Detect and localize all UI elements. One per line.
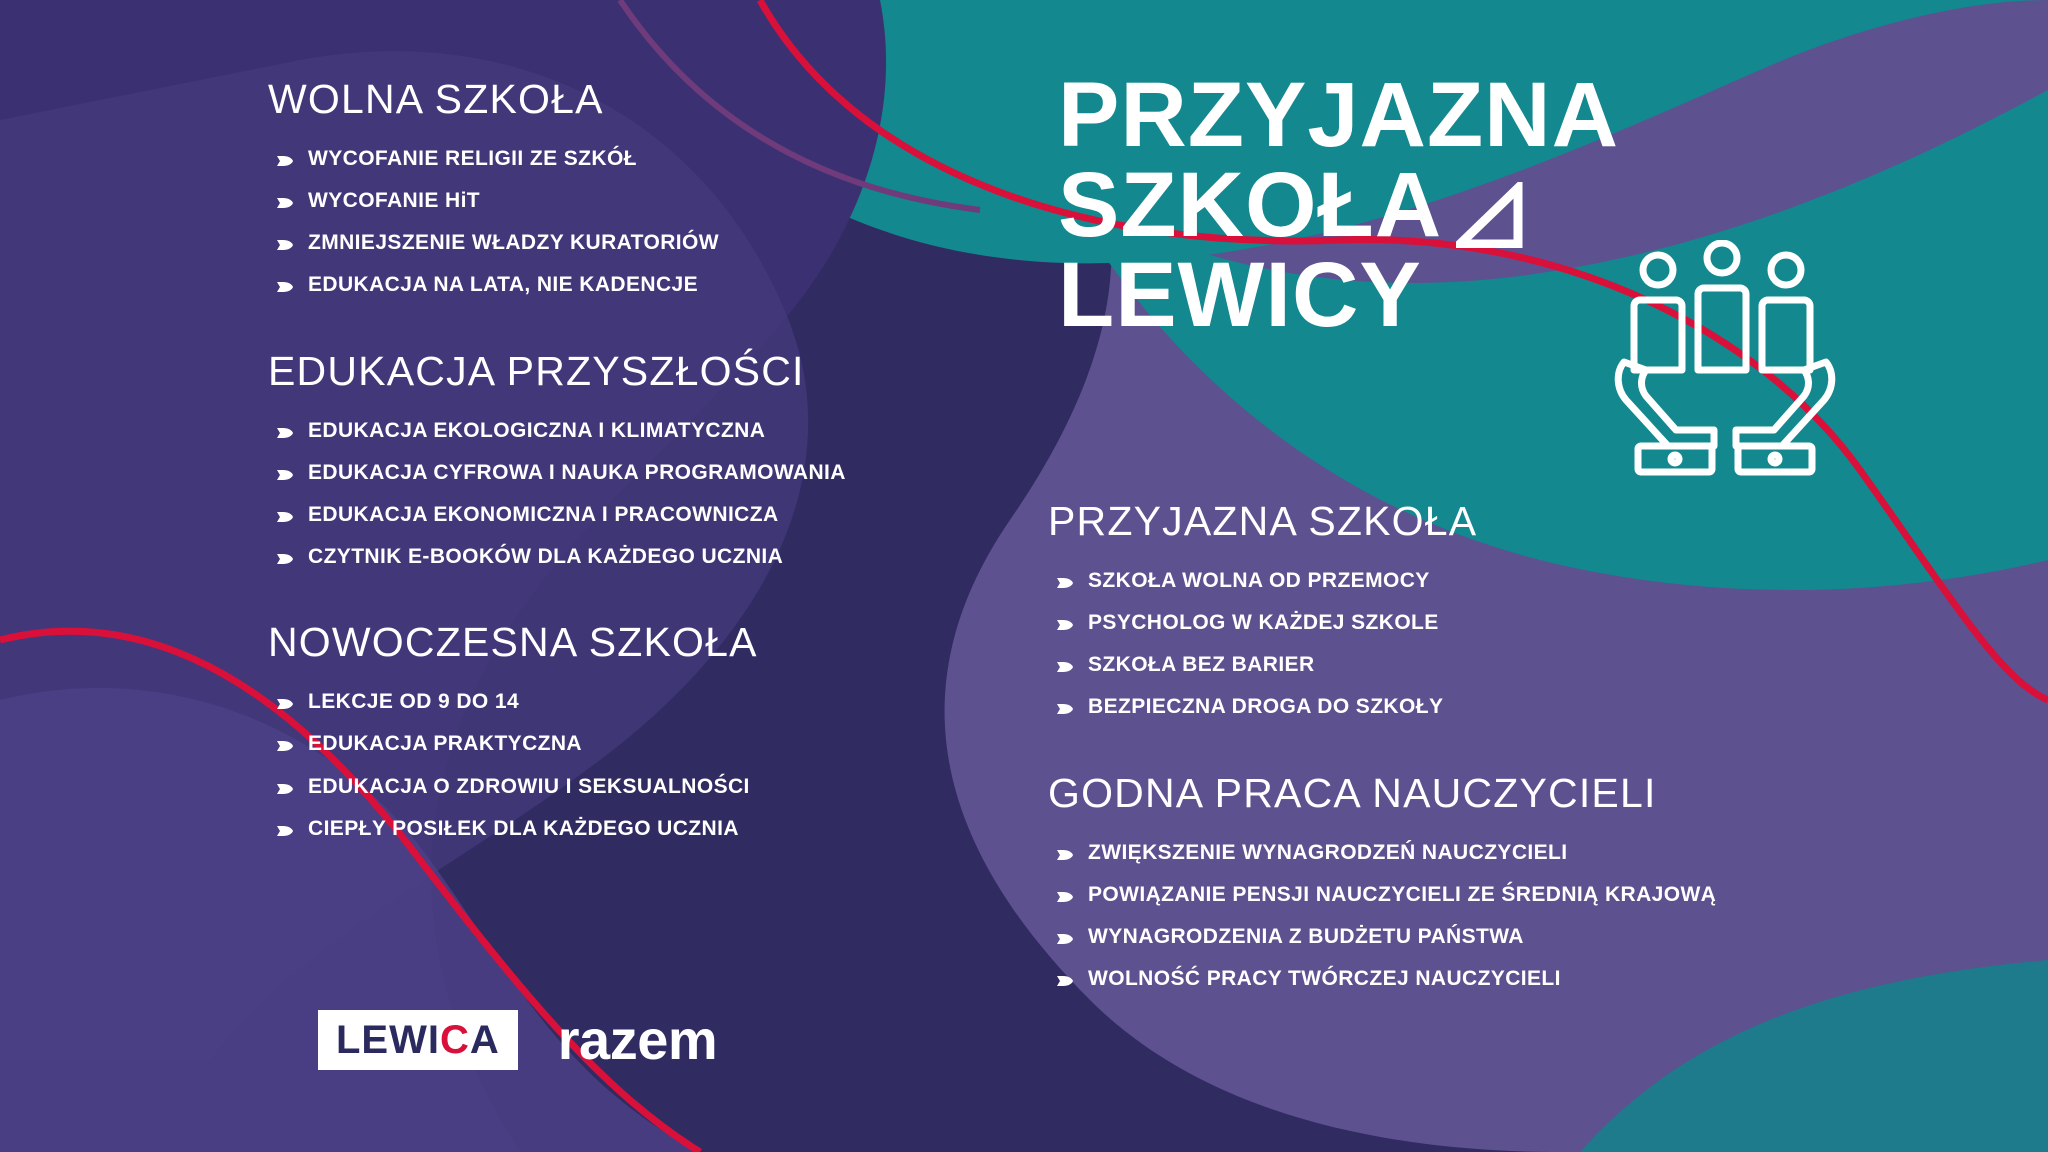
hand-pointer-bullet-icon	[268, 277, 294, 293]
people-in-hands-icon	[1610, 240, 1840, 505]
hand-pointer-bullet-icon	[1048, 929, 1074, 945]
list-item-label: EDUKACJA NA LATA, NIE KADENCJE	[308, 273, 699, 297]
section-bullet-list	[268, 147, 968, 298]
hand-pointer-bullet-icon	[1048, 657, 1074, 673]
hand-pointer-bullet-icon	[268, 694, 294, 710]
list-item	[1048, 967, 1928, 991]
list-item	[1048, 653, 1928, 677]
list-item	[268, 273, 968, 297]
list-item-label: EDUKACJA EKOLOGICZNA I KLIMATYCZNA	[308, 418, 766, 442]
section-title: WOLNA SZKOŁA	[268, 76, 604, 122]
hand-pointer-bullet-icon	[268, 779, 294, 795]
list-item	[1048, 611, 1928, 635]
hand-pointer-bullet-icon	[268, 193, 294, 209]
section-title: PRZYJAZNA SZKOŁA	[1048, 498, 1478, 544]
section-bullet-list	[1048, 569, 1928, 720]
razem-logo: razem	[557, 1008, 718, 1071]
hand-pointer-bullet-icon	[268, 549, 294, 565]
hand-pointer-bullet-icon	[268, 821, 294, 837]
section-edukacja-przyszlosci	[268, 347, 968, 570]
section-przyjazna-szkola	[1048, 500, 1928, 720]
section-bullet-list	[1048, 841, 1928, 992]
hand-pointer-bullet-icon	[268, 151, 294, 167]
hand-pointer-bullet-icon	[1048, 615, 1074, 631]
section-bullet-list	[268, 690, 968, 841]
list-item	[1048, 841, 1928, 865]
hand-pointer-bullet-icon	[1048, 845, 1074, 861]
hand-pointer-bullet-icon	[268, 736, 294, 752]
section-title: EDUKACJA PRZYSZŁOŚCI	[268, 347, 805, 394]
list-item	[268, 545, 968, 569]
hand-pointer-bullet-icon	[268, 423, 294, 439]
triangle-arrow-icon	[1456, 172, 1526, 262]
list-item	[1048, 569, 1928, 593]
hand-pointer-bullet-icon	[1048, 887, 1074, 903]
list-item-label: SZKOŁA BEZ BARIER	[1088, 653, 1315, 677]
list-item-label: WOLNOŚĆ PRACY TWÓRCZEJ NAUCZYCIELI	[1088, 967, 1561, 991]
hand-pointer-bullet-icon	[268, 235, 294, 251]
list-item-label: CZYTNIK E-BOOKÓW DLA KAŻDEGO UCZNIA	[308, 545, 784, 569]
hand-pointer-bullet-icon	[268, 465, 294, 481]
list-item	[1048, 695, 1928, 719]
lewica-logo-part3: A	[469, 1018, 500, 1062]
list-item	[268, 690, 968, 714]
section-bullet-list	[268, 419, 968, 570]
list-item	[1048, 883, 1928, 907]
list-item-label: SZKOŁA WOLNA OD PRZEMOCY	[1088, 569, 1430, 593]
headline-line-1: PRZYJAZNA	[1058, 64, 1620, 166]
section-nowoczesna-szkola	[268, 621, 968, 841]
lewica-logo-part1: LEWI	[336, 1018, 440, 1062]
hand-pointer-bullet-icon	[1048, 573, 1074, 589]
list-item-label: EDUKACJA O ZDROWIU I SEKSUALNOŚCI	[308, 774, 750, 798]
headline-line-2-text: SZKOŁA	[1058, 154, 1443, 257]
section-title: NOWOCZESNA SZKOŁA	[268, 619, 758, 666]
list-item-label: POWIĄZANIE PENSJI NAUCZYCIELI ZE ŚREDNIĄ KRAJOWĄ	[1088, 882, 1717, 906]
list-item-label: ZWIĘKSZENIE WYNAGRODZEŃ NAUCZYCIELI	[1088, 840, 1568, 864]
list-item	[268, 817, 968, 841]
lewica-logo-text	[336, 1020, 500, 1060]
list-item	[268, 461, 968, 485]
left-sections-column	[268, 78, 968, 841]
list-item-label: EDUKACJA EKONOMICZNA I PRACOWNICZA	[308, 502, 779, 526]
list-item-label: PSYCHOLOG W KAŻDEJ SZKOLE	[1088, 611, 1439, 635]
right-sections-column	[1048, 500, 1928, 991]
hand-pointer-bullet-icon	[268, 507, 294, 523]
headline-line-3: LEWICY	[1058, 244, 1422, 347]
list-item-label: LEKCJE OD 9 DO 14	[308, 690, 520, 714]
list-item-label: EDUKACJA CYFROWA I NAUKA PROGRAMOWANIA	[308, 460, 846, 484]
list-item-label: WYCOFANIE RELIGII ZE SZKÓŁ	[308, 147, 637, 171]
list-item	[268, 775, 968, 799]
headline-line-2	[1058, 154, 1818, 257]
list-item-label: EDUKACJA PRAKTYCZNA	[308, 732, 582, 756]
hand-pointer-bullet-icon	[1048, 699, 1074, 715]
hand-pointer-bullet-icon	[1048, 971, 1074, 987]
list-item-label: WYNAGRODZENIA Z BUDŻETU PAŃSTWA	[1088, 924, 1524, 948]
list-item	[268, 147, 968, 171]
list-item	[268, 231, 968, 255]
logo-row	[318, 1010, 717, 1070]
section-wolna-szkola	[268, 78, 968, 298]
list-item	[268, 189, 968, 213]
list-item-label: ZMNIEJSZENIE WŁADZY KURATORIÓW	[308, 231, 719, 255]
list-item	[1048, 925, 1928, 949]
lewica-logo-part2: C	[439, 1018, 470, 1062]
lewica-logo	[318, 1010, 518, 1070]
section-godna-praca-nauczycieli	[1048, 769, 1928, 992]
list-item	[268, 419, 968, 443]
list-item	[268, 503, 968, 527]
list-item-label: CIEPŁY POSIŁEK DLA KAŻDEGO UCZNIA	[308, 816, 739, 840]
section-title: GODNA PRACA NAUCZYCIELI	[1048, 769, 1657, 816]
list-item	[268, 732, 968, 756]
list-item-label: WYCOFANIE HiT	[308, 189, 481, 213]
list-item-label: BEZPIECZNA DROGA DO SZKOŁY	[1088, 695, 1444, 719]
